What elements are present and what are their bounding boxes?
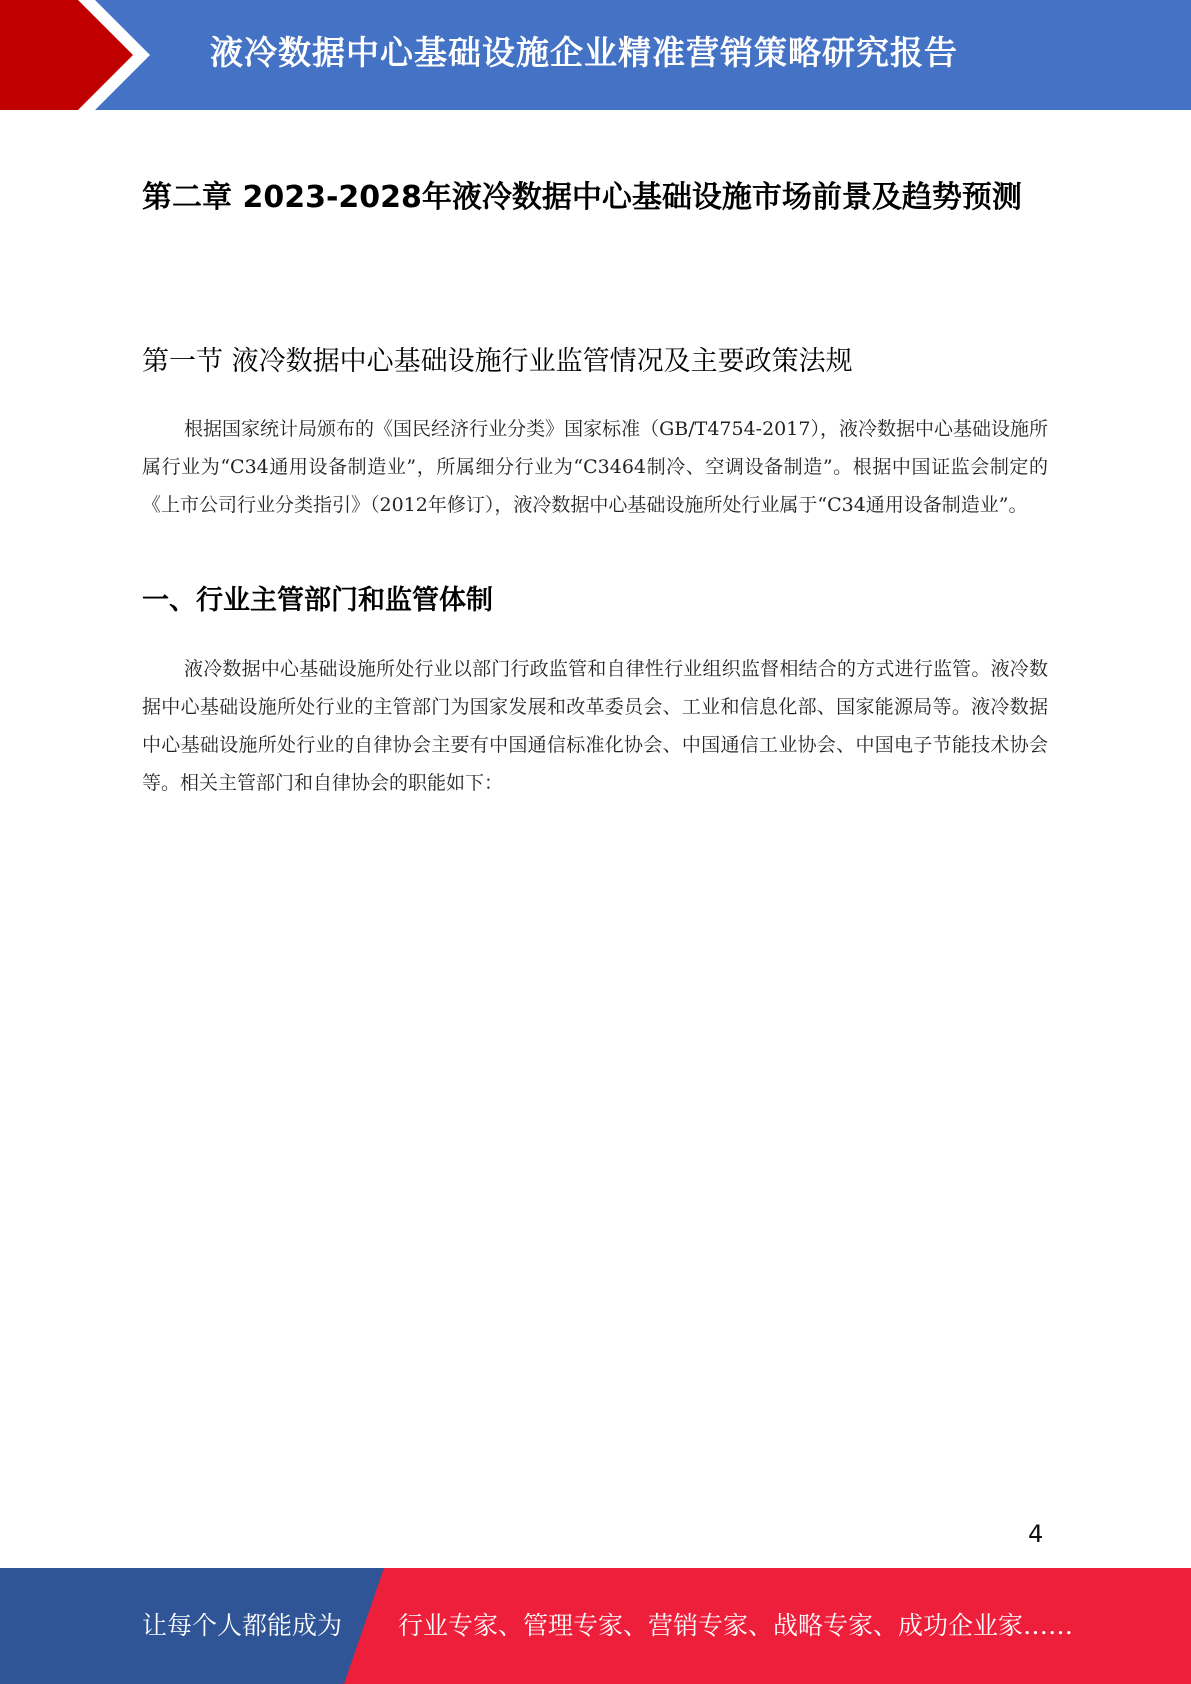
chapter-title: 第二章 2023-2028年液冷数据中心基础设施市场前景及趋势预测 [142, 180, 1022, 215]
header-red-chevron-decoration [0, 0, 160, 110]
footer-slogan-right: 行业专家、管理专家、营销专家、战略专家、成功企业家…… [398, 1611, 1074, 1640]
page-header [0, 0, 1191, 110]
body-paragraph-industry-classification: 根据国家统计局颁布的《国民经济行业分类》国家标准（GB/T4754-2017），液冷数据中心基础设施所属行业为“C34通用设备制造业”，所属细分行业为“C3464制冷、空调设备制造”。根据中国证监会制定的《上市公司行业分类指引》（2012年修订），液冷数据中心基础设施所处行业属于“C34通用设备制造业”。 [142, 418, 1048, 516]
subsection-title: 一、行业主管部门和监管体制 [142, 585, 493, 616]
body-paragraph-regulatory-system: 液冷数据中心基础设施所处行业以部门行政监管和自律性行业组织监督相结合的方式进行监管。液冷数据中心基础设施所处行业的主管部门为国家发展和改革委员会、工业和信息化部、国家能源局等。液冷数据中心基础设施所处行业的自律协会主要有中国通信标准化协会、中国通信工业协会、中国电子节能技术协会等。相关主管部门和自律协会的职能如下： [142, 658, 1048, 794]
page-number: 4 [1028, 1520, 1044, 1548]
page-footer [0, 1568, 1191, 1684]
section-title: 第一节 液冷数据中心基础设施行业监管情况及主要政策法规 [142, 346, 853, 377]
footer-slogan-left: 让每个人都能成为 [142, 1611, 343, 1640]
report-title: 液冷数据中心基础设施企业精准营销策略研究报告 [210, 33, 958, 72]
